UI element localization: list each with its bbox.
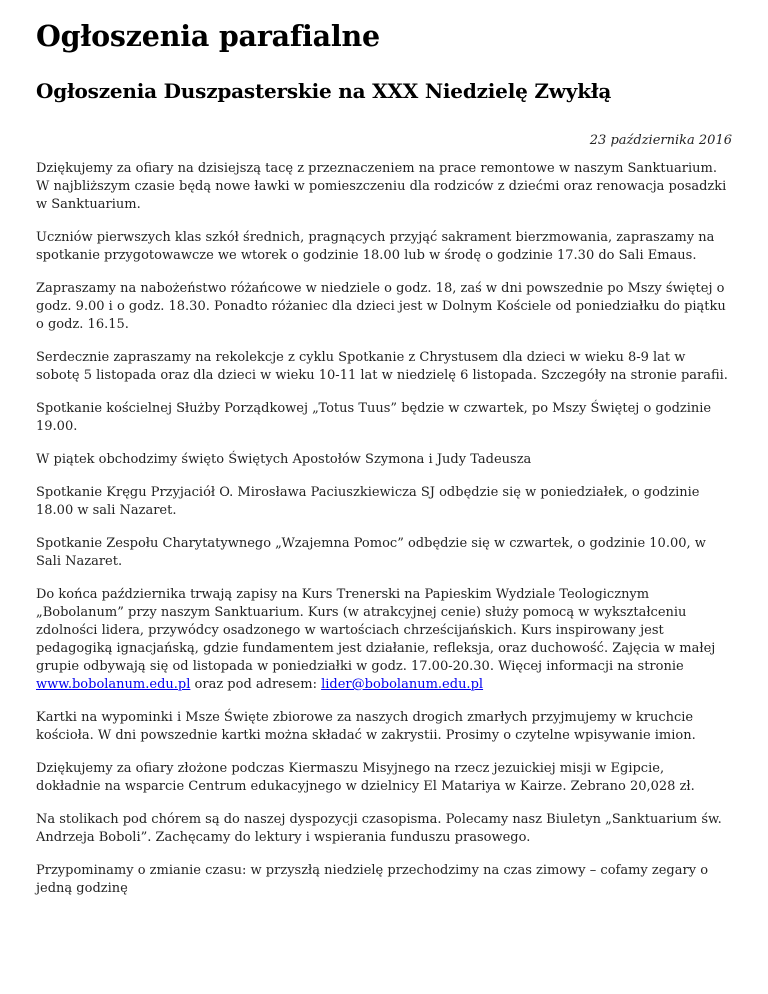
announcement-rosary: Zapraszamy na nabożeństwo różańcowe w niedziele o godz. 18, zaś w dni powszednie po Mszy świętej o godz. 9.00 i o godz. 18.30. Ponadto różaniec dla dzieci jest w Dolnym Kościele od poniedziałku do piątku o godz. 16.15. bbox=[36, 281, 726, 332]
announcement-charity-team: Spotkanie Zespołu Charytatywnego „Wzajemna Pomoc” odbędzie się w czwartek, o godzinie 10.00, w Sali Nazaret. bbox=[36, 536, 706, 569]
announcement-friends-circle: Spotkanie Kręgu Przyjaciół O. Mirosława Paciuszkiewicza SJ odbędzie się w poniedziałek, o godzinie 18.00 w sali Nazaret. bbox=[36, 485, 700, 518]
course-text-between: oraz pod adresem: bbox=[190, 677, 322, 692]
announcement-renovation: Dziękujemy za ofiary na dzisiejszą tacę z przeznaczeniem na prace remontowe w naszym Sanktuarium. W najbliższym czasie będą nowe ławki w pomieszczeniu dla rodziców z dziećmi oraz renowacja posadzki w Sanktuarium. bbox=[36, 161, 727, 212]
announcement-mission-fair: Dziękujemy za ofiary złożone podczas Kiermaszu Misyjnego na rzecz jezuickiej misji w Egipcie, dokładnie na wsparcie Centrum edukacyjnego w dzielnicy El Matariya w Kairze. Zebrano 20,028 zł. bbox=[36, 761, 695, 794]
announcement-totus-tuus: Spotkanie kościelnej Służby Porządkowej „Totus Tuus” będzie w czwartek, po Mszy Świętej o godzinie 19.00. bbox=[36, 401, 712, 434]
announcement-remembrance-cards: Kartki na wypominki i Msze Święte zbiorowe za naszych drogich zmarłych przyjmujemy w kruchcie kościoła. W dni powszednie kartki można składać w zakrystii. Prosimy o czytelne wpisywanie imion. bbox=[36, 710, 696, 743]
announcement-retreat: Serdecznie zapraszamy na rekolekcje z cyklu Spotkanie z Chrystusem dla dzieci w wieku 8-9 lat w sobotę 5 listopada oraz dla dzieci w wieku 10-11 lat w niedzielę 6 listopada. Szczegóły na stronie parafii. bbox=[36, 350, 728, 383]
page-title: Ogłoszenia parafialne bbox=[36, 19, 380, 53]
course-text: Do końca października trwają zapisy na Kurs Trenerski na Papieskim Wydziale Teologicznym „Bobolanum” przy naszym Sanktuarium. Kurs (w atrakcyjnej cenie) służy pomocą w wykształceniu zdolności lidera, przywódcy osadzonego w wartościach chrześcijańskich. Kurs inspirowany jest pedagogiką ignacjańską, gdzie fundamentem jest działanie, refleksja, oraz duchowość. Zajęcia w małej grupie odbywają się od listopada w poniedziałki w godz. 17.00-20.30. Więcej informacji na stronie bbox=[36, 587, 716, 674]
announcement-date: 23 października 2016 bbox=[589, 133, 732, 148]
announcement-apostles-feast: W piątek obchodzimy święto Świętych Apostołów Szymona i Judy Tadeusza bbox=[36, 452, 532, 467]
page-subtitle: Ogłoszenia Duszpasterskie na XXX Niedzielę Zwykłą bbox=[36, 79, 612, 103]
lider-email-link[interactable]: lider@bobolanum.edu.pl bbox=[321, 677, 484, 692]
announcement-magazines: Na stolikach pod chórem są do naszej dyspozycji czasopisma. Polecamy nasz Biuletyn „Sanktuarium św. Andrzeja Boboli”. Zachęcamy do lektury i wspierania funduszu prasowego. bbox=[36, 812, 722, 845]
announcement-time-change: Przypominamy o zmianie czasu: w przyszłą niedzielę przechodzimy na czas zimowy – cofamy zegary o jedną godzinę bbox=[36, 863, 709, 896]
announcement-confirmation: Uczniów pierwszych klas szkół średnich, pragnących przyjąć sakrament bierzmowania, zapraszamy na spotkanie przygotowawcze we wtorek o godzinie 18.00 lub w środę o godzinie 17.30 do Sali Emaus. bbox=[36, 230, 715, 263]
bobolanum-website-link[interactable]: www.bobolanum.edu.pl bbox=[36, 677, 191, 692]
announcements-list bbox=[36, 160, 732, 898]
announcement-trainer-course bbox=[36, 586, 732, 694]
